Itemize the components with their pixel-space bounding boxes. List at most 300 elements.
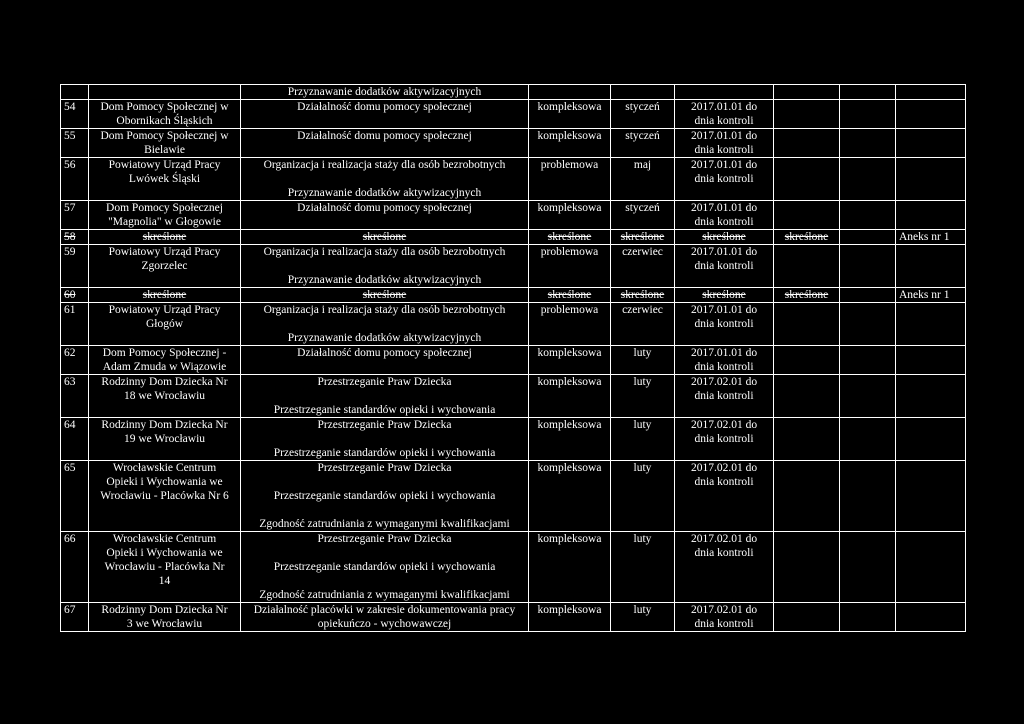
extra-column-2 [840, 603, 896, 632]
note [896, 418, 966, 461]
inspection-month [611, 418, 675, 461]
extra-column-2 [840, 245, 896, 288]
inspection-type [529, 461, 611, 532]
inspection-period [675, 375, 774, 418]
inspection-topic-line: Przyznawanie dodatków aktywizacyjnych [287, 86, 482, 98]
row-number-line [64, 85, 85, 99]
inspection-type [529, 346, 611, 375]
inspection-month-line: skreślone [620, 231, 665, 243]
extra-column-1 [774, 375, 840, 418]
unit-name-line: Lwówek Śląski [128, 173, 201, 185]
inspection-period-line: dnia kontroli [694, 547, 754, 559]
inspection-period [675, 230, 774, 245]
unit-name [89, 603, 241, 632]
inspection-period-line: dnia kontroli [694, 144, 754, 156]
inspection-type-line: skreślone [547, 289, 592, 301]
extra-column-2-line [843, 230, 892, 244]
unit-name [89, 346, 241, 375]
inspection-type-line: kompleksowa [537, 462, 602, 474]
inspection-topic-line: Przestrzeganie Praw Dziecka [317, 462, 452, 474]
inspection-topic-line [244, 503, 525, 517]
extra-column-1-line: skreślone [784, 231, 829, 243]
inspection-topic-line: Działalność domu pomocy społecznej [297, 130, 472, 142]
unit-name-line: skreślone [142, 231, 187, 243]
row-number-line: 56 [64, 159, 76, 171]
unit-name [89, 129, 241, 158]
inspection-period [675, 461, 774, 532]
inspection-topic [241, 158, 529, 201]
inspection-month [611, 532, 675, 603]
inspection-topic-line: Przestrzeganie standardów opieki i wychowania [273, 490, 496, 502]
unit-name [89, 418, 241, 461]
inspection-type-line: kompleksowa [537, 101, 602, 113]
row-number-line: 61 [64, 304, 76, 316]
inspection-topic-line: Przestrzeganie Praw Dziecka [317, 376, 452, 388]
note-line [899, 461, 962, 475]
inspection-period [675, 532, 774, 603]
extra-column-1-line [777, 375, 836, 389]
unit-name [89, 100, 241, 129]
inspection-month-line: czerwiec [622, 304, 663, 316]
unit-name-line: Wrocławskie Centrum [112, 533, 217, 545]
inspection-type-line [532, 85, 607, 99]
extra-column-2 [840, 158, 896, 201]
inspection-topic-line: Przestrzeganie Praw Dziecka [317, 419, 452, 431]
extra-column-2 [840, 85, 896, 100]
note [896, 532, 966, 603]
inspection-topic [241, 245, 529, 288]
row-number-line: 67 [64, 604, 76, 616]
inspection-topic-line: Przyznawanie dodatków aktywizacyjnych [287, 187, 482, 199]
unit-name-line: Dom Pomocy Społecznej w [100, 101, 229, 113]
extra-column-2-line [843, 418, 892, 432]
row-number-line: 57 [64, 202, 76, 214]
inspection-month [611, 85, 675, 100]
inspection-period [675, 201, 774, 230]
row-number [61, 346, 89, 375]
inspection-period-line: dnia kontroli [694, 361, 754, 373]
inspection-type [529, 129, 611, 158]
unit-name-line: skreślone [142, 289, 187, 301]
inspection-topic-line [244, 475, 525, 489]
extra-column-2 [840, 303, 896, 346]
unit-name-line: Bielawie [144, 144, 185, 156]
row-number [61, 288, 89, 303]
extra-column-2-line [843, 532, 892, 546]
inspection-period [675, 418, 774, 461]
unit-name-line: Wrocławskie Centrum [112, 462, 217, 474]
inspection-type-line: kompleksowa [537, 376, 602, 388]
inspection-month-line: luty [633, 533, 652, 545]
extra-column-1-line [777, 129, 836, 143]
extra-column-1 [774, 346, 840, 375]
inspection-type [529, 418, 611, 461]
inspection-period-line: dnia kontroli [694, 115, 754, 127]
inspection-type [529, 532, 611, 603]
note-line [899, 245, 962, 259]
extra-column-1 [774, 418, 840, 461]
unit-name-line: "Magnolia" w Głogowie [108, 216, 221, 228]
row-number [61, 129, 89, 158]
inspection-topic-line: Działalność domu pomocy społecznej [297, 101, 472, 113]
row-number [61, 303, 89, 346]
note-line [899, 418, 962, 432]
table-row [61, 532, 966, 603]
inspection-month-line: luty [633, 604, 652, 616]
inspection-month-line: czerwiec [622, 246, 663, 258]
inspection-month [611, 375, 675, 418]
row-number-line: 54 [64, 101, 76, 113]
inspection-period-line: 2017.02.01 do [690, 462, 758, 474]
inspection-month [611, 288, 675, 303]
row-number [61, 230, 89, 245]
note [896, 461, 966, 532]
extra-column-1-line [777, 603, 836, 617]
row-number [61, 85, 89, 100]
inspection-topic [241, 375, 529, 418]
inspection-topic-line: Zgodność zatrudniania z wymaganymi kwalifikacjami [259, 518, 510, 530]
inspection-type [529, 245, 611, 288]
inspection-period-line: skreślone [702, 289, 746, 301]
extra-column-1 [774, 129, 840, 158]
unit-name-line: Obornikach Śląskich [116, 115, 213, 127]
inspection-type [529, 100, 611, 129]
row-number [61, 461, 89, 532]
inspection-period-line: 2017.01.01 do [690, 347, 758, 359]
extra-column-2 [840, 346, 896, 375]
extra-column-1 [774, 158, 840, 201]
inspection-period [675, 346, 774, 375]
row-number [61, 100, 89, 129]
extra-column-1 [774, 85, 840, 100]
unit-name-line: Powiatowy Urząd Pracy [108, 304, 221, 316]
inspection-type [529, 303, 611, 346]
note-line: Aneks nr 1 [899, 231, 950, 243]
note [896, 100, 966, 129]
unit-name [89, 375, 241, 418]
inspection-topic-line: skreślone [362, 231, 407, 243]
inspection-topic-line: Działalność placówki w zakresie dokumentowania pracy [253, 604, 516, 616]
table-row [61, 201, 966, 230]
inspection-month-line: luty [633, 419, 652, 431]
unit-name-line: Opieki i Wychowania we [106, 547, 223, 559]
inspection-topic-line: Działalność domu pomocy społecznej [297, 202, 472, 214]
extra-column-2-line [843, 303, 892, 317]
extra-column-1-line [777, 303, 836, 317]
inspection-topic [241, 129, 529, 158]
unit-name-line: 18 we Wrocławiu [123, 390, 206, 402]
unit-name-line: Rodzinny Dom Dziecka Nr [101, 419, 228, 431]
inspection-period-line: skreślone [702, 231, 746, 243]
row-number-line: 62 [64, 347, 76, 359]
extra-column-2 [840, 461, 896, 532]
inspection-topic [241, 230, 529, 245]
inspection-period-line: dnia kontroli [694, 390, 754, 402]
inspection-period [675, 288, 774, 303]
row-number [61, 418, 89, 461]
unit-name [89, 461, 241, 532]
inspection-type-line: kompleksowa [537, 347, 602, 359]
inspection-period-line: 2017.01.01 do [690, 159, 758, 171]
extra-column-2-line [843, 375, 892, 389]
inspection-period-line: 2017.01.01 do [690, 130, 758, 142]
extra-column-2 [840, 375, 896, 418]
table-row [61, 418, 966, 461]
inspection-type-line: skreślone [547, 231, 592, 243]
table-row [61, 100, 966, 129]
table-row-struck [61, 230, 966, 245]
row-number-line: 58 [64, 231, 76, 243]
inspection-month-line: maj [633, 159, 652, 171]
unit-name [89, 85, 241, 100]
table-row [61, 245, 966, 288]
extra-column-2-line [843, 288, 892, 302]
inspection-month-line: styczeń [625, 130, 660, 142]
unit-name-line: Powiatowy Urząd Pracy [108, 159, 221, 171]
inspection-month [611, 230, 675, 245]
row-number [61, 245, 89, 288]
inspection-type [529, 85, 611, 100]
inspection-period-line: dnia kontroli [694, 260, 754, 272]
table-row [61, 603, 966, 632]
inspection-topic-line [244, 317, 525, 331]
extra-column-1-line [777, 100, 836, 114]
inspection-topic-line: skreślone [362, 289, 407, 301]
inspection-type-line: problemowa [540, 246, 599, 258]
inspection-month-line: styczeń [625, 101, 660, 113]
extra-column-1-line [777, 418, 836, 432]
inspection-type-line: kompleksowa [537, 202, 602, 214]
inspection-period-line: 2017.02.01 do [690, 376, 758, 388]
row-number-line: 55 [64, 130, 76, 142]
extra-column-1 [774, 532, 840, 603]
unit-name-line: Powiatowy Urząd Pracy [108, 246, 221, 258]
extra-column-1 [774, 461, 840, 532]
table-row-struck [61, 288, 966, 303]
inspection-period-line: 2017.01.01 do [690, 246, 758, 258]
inspection-topic-line [244, 546, 525, 560]
inspection-topic-line [244, 574, 525, 588]
row-number [61, 532, 89, 603]
inspection-topic [241, 288, 529, 303]
unit-name-line: Rodzinny Dom Dziecka Nr [101, 604, 228, 616]
inspection-topic [241, 532, 529, 603]
extra-column-2 [840, 100, 896, 129]
inspection-type-line: kompleksowa [537, 533, 602, 545]
extra-column-1 [774, 245, 840, 288]
inspection-period-line: 2017.01.01 do [690, 101, 758, 113]
extra-column-1-line [777, 245, 836, 259]
inspection-topic-line [244, 259, 525, 273]
table-row [61, 375, 966, 418]
unit-name [89, 245, 241, 288]
inspection-type [529, 375, 611, 418]
unit-name [89, 230, 241, 245]
inspection-topic-line: Przestrzeganie Praw Dziecka [317, 533, 452, 545]
inspection-period [675, 158, 774, 201]
inspection-topic-line: Przyznawanie dodatków aktywizacyjnych [287, 332, 482, 344]
inspection-topic-line: Przyznawanie dodatków aktywizacyjnych [287, 274, 482, 286]
unit-name [89, 288, 241, 303]
inspection-period [675, 100, 774, 129]
inspection-month [611, 245, 675, 288]
extra-column-2-line [843, 85, 892, 99]
inspection-month-line: luty [633, 347, 652, 359]
extra-column-2-line [843, 129, 892, 143]
inspection-period-line: dnia kontroli [694, 433, 754, 445]
inspection-type-line: problemowa [540, 159, 599, 171]
extra-column-1-line: skreślone [784, 289, 829, 301]
note-line: Aneks nr 1 [899, 289, 950, 301]
inspection-topic-line: Działalność domu pomocy społecznej [297, 347, 472, 359]
inspection-topic-line [244, 389, 525, 403]
inspection-topic [241, 461, 529, 532]
note [896, 375, 966, 418]
inspection-period-line: 2017.01.01 do [690, 304, 758, 316]
note [896, 288, 966, 303]
inspection-period [675, 603, 774, 632]
inspection-month-line: luty [633, 376, 652, 388]
table-row [61, 346, 966, 375]
row-number-line: 66 [64, 533, 76, 545]
row-number [61, 201, 89, 230]
extra-column-1 [774, 201, 840, 230]
unit-name-line: Wrocławiu - Placówka Nr [104, 561, 225, 573]
note-line [899, 375, 962, 389]
inspection-period [675, 245, 774, 288]
inspection-month-line: luty [633, 462, 652, 474]
note [896, 129, 966, 158]
table-row [61, 461, 966, 532]
note [896, 230, 966, 245]
extra-column-1-line [777, 85, 836, 99]
note-line [899, 129, 962, 143]
inspection-month [611, 129, 675, 158]
extra-column-1-line [777, 532, 836, 546]
inspection-month [611, 303, 675, 346]
inspection-period-line: dnia kontroli [694, 476, 754, 488]
inspection-topic-line: Zgodność zatrudniania z wymaganymi kwalifikacjami [259, 589, 510, 601]
inspection-month-line: skreślone [620, 289, 665, 301]
inspection-type [529, 603, 611, 632]
inspection-topic-line: Przestrzeganie standardów opieki i wychowania [273, 561, 496, 573]
table-row [61, 129, 966, 158]
note-line [899, 303, 962, 317]
note-line [899, 346, 962, 360]
extra-column-1-line [777, 201, 836, 215]
row-number-line: 63 [64, 376, 76, 388]
extra-column-2-line [843, 346, 892, 360]
unit-name-line: Dom Pomocy Społecznej w [100, 130, 229, 142]
note-line [899, 100, 962, 114]
inspection-topic-line: Przestrzeganie standardów opieki i wychowania [273, 404, 496, 416]
extra-column-1 [774, 288, 840, 303]
note-line [899, 201, 962, 215]
extra-column-1 [774, 303, 840, 346]
inspection-period-line: 2017.02.01 do [690, 604, 758, 616]
inspection-type-line: problemowa [540, 304, 599, 316]
note [896, 346, 966, 375]
inspection-topic [241, 346, 529, 375]
extra-column-1-line [777, 346, 836, 360]
inspection-period-line: 2017.02.01 do [690, 419, 758, 431]
extra-column-1-line [777, 461, 836, 475]
table-row [61, 158, 966, 201]
inspection-type [529, 158, 611, 201]
extra-column-2 [840, 201, 896, 230]
row-number [61, 375, 89, 418]
extra-column-2-line [843, 100, 892, 114]
unit-name [89, 158, 241, 201]
inspection-type-line: kompleksowa [537, 419, 602, 431]
unit-name-line: Dom Pomocy Społecznej [106, 202, 223, 214]
row-number-line: 60 [64, 289, 76, 301]
unit-name-line: Dom Pomocy Społecznej - [102, 347, 227, 359]
extra-column-2-line [843, 201, 892, 215]
unit-name-line: Rodzinny Dom Dziecka Nr [101, 376, 228, 388]
note [896, 201, 966, 230]
extra-column-2 [840, 230, 896, 245]
extra-column-2 [840, 288, 896, 303]
extra-column-1-line [777, 158, 836, 172]
note [896, 85, 966, 100]
inspection-period [675, 129, 774, 158]
inspection-period-line: 2017.02.01 do [690, 533, 758, 545]
unit-name-line: 19 we Wrocławiu [123, 433, 206, 445]
inspection-topic-line [244, 432, 525, 446]
inspection-period-line: dnia kontroli [694, 173, 754, 185]
inspection-topic-line: Organizacja i realizacja staży dla osób bezrobotnych [263, 246, 506, 258]
inspection-type [529, 288, 611, 303]
row-number-line: 65 [64, 462, 76, 474]
unit-name [89, 201, 241, 230]
extra-column-2-line [843, 603, 892, 617]
unit-name [89, 532, 241, 603]
row-number-line: 59 [64, 246, 76, 258]
inspection-period-line: dnia kontroli [694, 618, 754, 630]
inspection-month [611, 346, 675, 375]
inspection-month [611, 603, 675, 632]
inspection-type [529, 230, 611, 245]
inspection-topic [241, 201, 529, 230]
extra-column-1 [774, 603, 840, 632]
inspection-topic [241, 603, 529, 632]
extra-column-1 [774, 100, 840, 129]
extra-column-2-line [843, 158, 892, 172]
inspection-topic-line: Organizacja i realizacja staży dla osób bezrobotnych [263, 304, 506, 316]
note [896, 303, 966, 346]
inspection-period-line: dnia kontroli [694, 216, 754, 228]
unit-name-line: Zgorzelec [141, 260, 188, 272]
note-line [899, 532, 962, 546]
note-line [899, 85, 962, 99]
extra-column-2-line [843, 461, 892, 475]
note [896, 603, 966, 632]
row-number [61, 158, 89, 201]
inspection-topic [241, 418, 529, 461]
extra-column-1 [774, 230, 840, 245]
inspection-period [675, 303, 774, 346]
inspection-month-line [614, 85, 671, 99]
inspection-type-line: kompleksowa [537, 604, 602, 616]
inspection-month [611, 158, 675, 201]
note-line [899, 603, 962, 617]
unit-name-line: Głogów [145, 318, 184, 330]
inspection-topic [241, 85, 529, 100]
inspection-schedule-table [60, 84, 966, 632]
inspection-topic-line: Organizacja i realizacja staży dla osób bezrobotnych [263, 159, 506, 171]
inspection-topic-line: Przestrzeganie standardów opieki i wychowania [273, 447, 496, 459]
